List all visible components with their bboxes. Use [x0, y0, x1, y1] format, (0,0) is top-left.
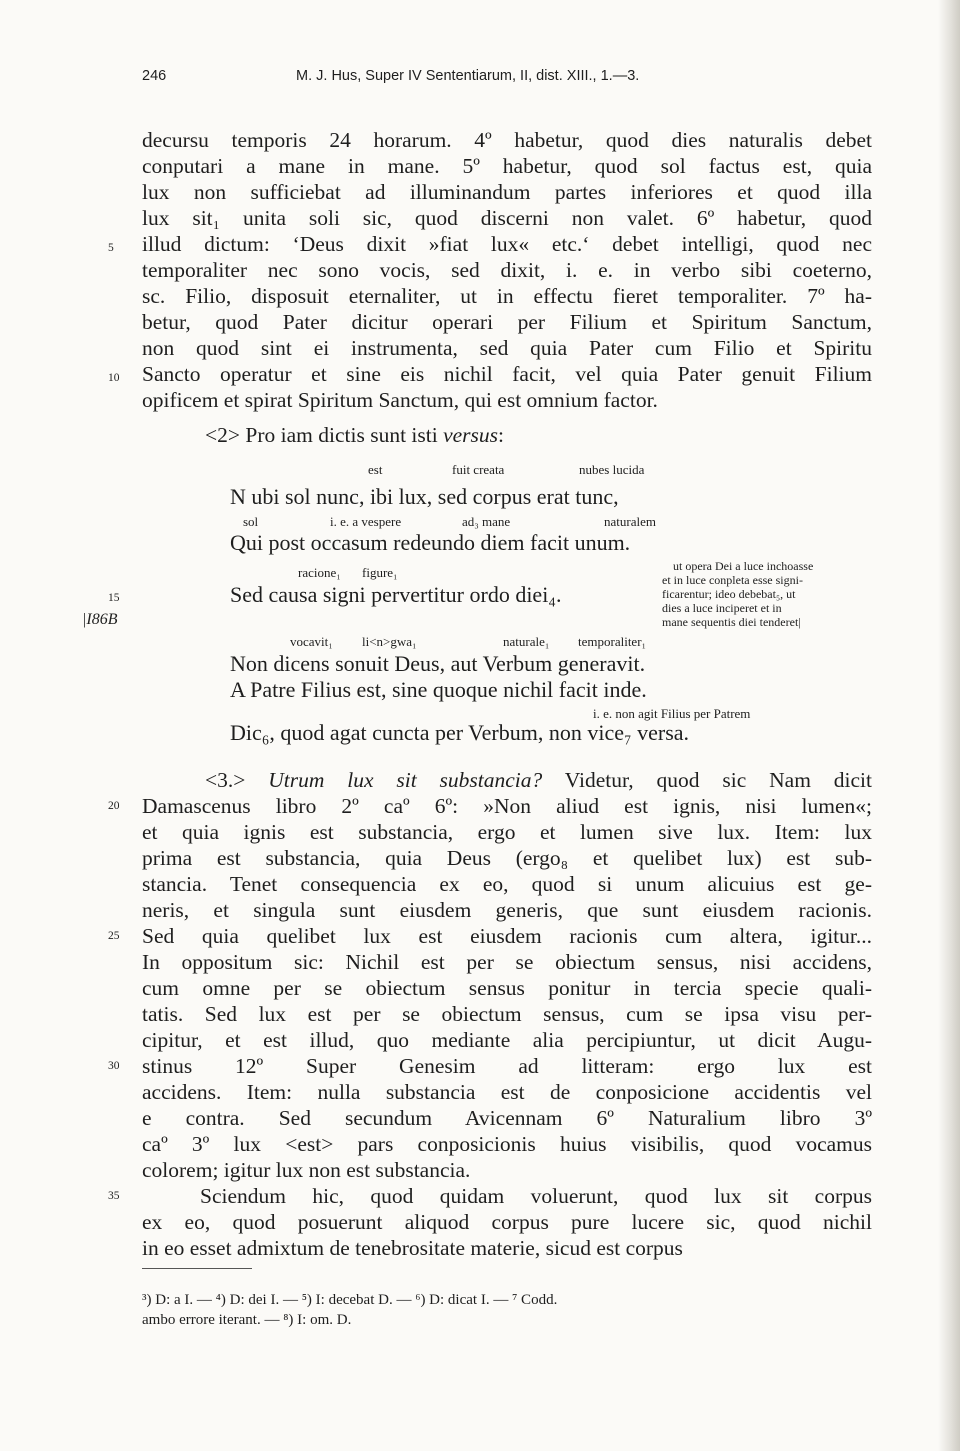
section-3-heading: <3.> Utrum lux sit substancia? Videtur, quod sic Nam dicit	[205, 768, 872, 792]
text-line: opificem et spirat Spiritum Sanctum, qui est omnium factor.	[142, 388, 658, 412]
text-line: e contra. Sed secundum Avicennam 6º Naturalium libro 3º	[142, 1106, 872, 1130]
side-gloss: ut opera Dei a luce inchoasse	[673, 559, 814, 573]
text-line: cum omne per se obiectum sensus ponitur in tercia specie quali-	[142, 976, 872, 1000]
gloss: i. e. a vespere	[330, 514, 402, 529]
footnote-line: ambo errore iterant. — ⁸) I: om. D.	[142, 1312, 352, 1328]
gloss: nubes lucida	[579, 462, 645, 477]
running-title: M. J. Hus, Super IV Sententiarum, II, dist. XIII., 1.—3.	[296, 68, 640, 84]
margin-folio-reference: |I86B	[82, 611, 118, 628]
section-2-heading: <2> Pro iam dictis sunt isti versus:	[205, 423, 505, 447]
line-number: 25	[108, 930, 120, 942]
text-line: betur, quod Pater dicitur operari per Filium et Spiritum Sanctum,	[142, 310, 872, 334]
text-line: stinus 12º Super Genesim ad litteram: ergo lux est	[142, 1054, 872, 1078]
line-number: 20	[108, 800, 120, 812]
text-line: Sancto operatur et sine eis nichil facit, vel quia Pater genuit Filium	[142, 362, 872, 386]
gloss: i. e. non agit Filius per Patrem	[593, 706, 751, 721]
gloss: fuit creata	[452, 462, 505, 477]
text-line: in eo esset admixtum de tenebrositate materie, sicud est corpus	[142, 1236, 683, 1260]
text-line: prima est substancia, quia Deus (ergo₈ et quelibet lux) est sub-	[142, 846, 872, 870]
text-line: lux non sufficiebat ad illuminandum partes inferiores et quod illa	[142, 180, 872, 204]
text-line: accidens. Item: nulla substancia est de conposicione accidentis vel	[142, 1080, 872, 1104]
text-line: stancia. Tenet consequencia ex eo, quod si unum alicuius est ge-	[142, 872, 872, 896]
text-line: illud dictum: ‘Deus dixit »fiat lux« etc.‘ debet intelligi, quod nec	[142, 232, 872, 256]
verse-line-3: Sed causa signi pervertitur ordo diei₄.	[230, 582, 562, 607]
text-line: tatis. Sed lux est per se obiectum sensus, cum se ipsa visu per-	[142, 1002, 872, 1026]
side-gloss: dies a luce inciperet et in	[662, 601, 782, 615]
verse-line-4: Non dicens sonuit Deus, aut Verbum generavit.	[230, 651, 646, 676]
gloss: temporaliter₁	[578, 634, 647, 649]
verse-line-6: Dic₆, quod agat cuncta per Verbum, non vice₇ versa.	[230, 720, 690, 745]
footnote-rule	[142, 1268, 252, 1269]
text-line: Damascenus libro 2º caº 6º: »Non aliud est ignis, nisi lumen«;	[142, 794, 872, 818]
gloss: figure₁	[362, 565, 398, 580]
side-gloss: mane sequentis diei tenderet|	[662, 615, 801, 629]
line-number: 30	[108, 1060, 120, 1072]
verse-line-2: Qui post occasum redeundo diem facit unum.	[230, 530, 631, 555]
gloss: vocavit₁	[290, 634, 333, 649]
text-line: colorem; igitur lux non est substancia.	[142, 1158, 471, 1182]
side-gloss: ficarentur; ideo debebat₅, ut	[662, 587, 796, 601]
gloss: naturale₁	[503, 634, 550, 649]
footnote-line: ³) D: a I. — ⁴) D: dei I. — ⁵) I: decebat D. — ⁶) D: dicat I. — ⁷ Codd.	[142, 1292, 558, 1308]
line-number: 35	[108, 1190, 120, 1202]
side-gloss: et in luce conpleta esse signi-	[662, 573, 803, 587]
text-line: ex eo, quod posuerunt aliquod corpus pure lucere sic, quod nichil	[142, 1210, 872, 1234]
text-line: decursu temporis 24 horarum. 4º habetur, quod dies naturalis debet	[142, 128, 872, 152]
verse-line-5: A Patre Filius est, sine quoque nichil facit inde.	[230, 677, 647, 702]
line-number: 10	[108, 372, 120, 384]
text-line: non quod sint ei instrumenta, sed quia Pater cum Filio et Spiritu	[142, 336, 872, 360]
text-line: conputari a mane in mane. 5º habetur, quod sol factus est, quia	[142, 154, 872, 178]
verse-line-1: N ubi sol nunc, ibi lux, sed corpus erat tunc,	[230, 484, 619, 509]
text-line: cipitur, et est illud, quo mediante alia percipiuntur, ut dicit Augu-	[142, 1028, 872, 1052]
text-line: sc. Filio, disposuit eternaliter, ut in effectu fieret temporaliter. 7º ha-	[142, 284, 872, 308]
gloss: racione₁	[298, 565, 341, 580]
text-line: In oppositum sic: Nichil est per se obiectum sensus, nisi accidens,	[142, 950, 872, 974]
gloss: li<n>gwa₁	[362, 634, 417, 649]
line-number: 5	[108, 242, 114, 254]
text-line: neris, et singula sunt eiusdem generis, que sunt eiusdem racionis.	[142, 898, 872, 922]
line-number: 15	[108, 592, 120, 604]
text-line: Sciendum hic, quod quidam voluerunt, quod lux sit corpus	[200, 1184, 872, 1208]
text-line: et quia ignis est substancia, ergo et lumen sive lux. Item: lux	[142, 820, 872, 844]
text-line: Sed quia quelibet lux est eiusdem racionis cum altera, igitur...	[142, 924, 872, 948]
gloss: est	[368, 462, 383, 477]
gloss: ad₃ mane	[462, 514, 511, 529]
text-line: caº 3º lux <est> pars conposicionis huius visibilis, quod vocamus	[142, 1132, 872, 1156]
gloss: sol	[243, 514, 259, 529]
text-line: lux sit₁ unita soli sic, quod discerni non valet. 6º habetur, quod	[142, 206, 872, 230]
scan-edge	[938, 0, 960, 1451]
gloss: naturalem	[604, 514, 656, 529]
text-line: temporaliter nec sono vocis, sed dixit, i. e. in verbo sibi coeterno,	[142, 258, 872, 282]
page-number: 246	[142, 68, 167, 84]
